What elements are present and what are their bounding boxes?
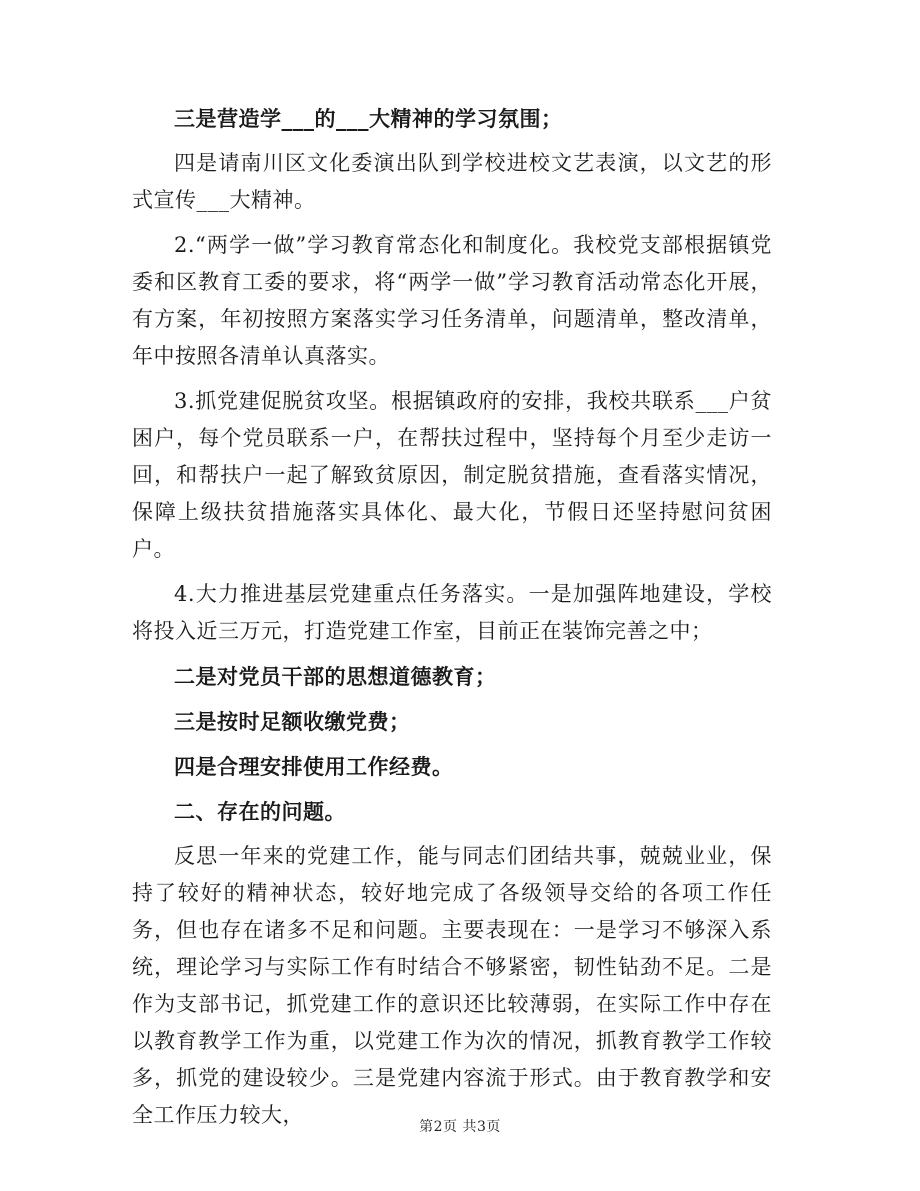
paragraph-item-3: 三是营造学___的___大精神的学习氛围； xyxy=(174,106,563,131)
paragraph-study-normalization: 2.“两学一做”学习教育常态化和制度化。我校党支部根据镇党委和区教育工委的要求，将“两学一做”学习教育活动常态化开展，有方案，年初按照方案落实学习任务清单，问题清单，整改清单，年中按照各清单认真落实。 xyxy=(132,233,772,368)
paragraph-task-2: 二是对党员干部的思想道德教育； xyxy=(174,664,497,689)
paragraph-grassroots-tasks: 4.大力推进基层党建重点任务落实。一是加强阵地建设，学校将投入近三万元，打造党建工作室，目前正在装饰完善之中； xyxy=(132,582,772,643)
section-heading-problems: 二、存在的问题。 xyxy=(174,799,346,824)
paragraph-reflection: 反思一年来的党建工作，能与同志们团结共事，兢兢业业，保持了较好的精神状态，较好地完成了各级领导交给的各项工作任务，但也存在诸多不足和问题。主要表现在：一是学习不够深入系统，理论学习与实际工作有时结合不够紧密，韧性钻劲不足。二是作为支部书记，抓党建工作的意识还比较薄弱，在实际工作中存在以教育教学工作为重，以党建工作为次的情况，抓教育教学工作较多，抓党的建设较少。三是党建内容流于形式。由于教育教学和安全工作压力较大， xyxy=(132,844,772,1127)
page-number-footer: 第2页 共3页 xyxy=(419,1119,501,1135)
paragraph-poverty-alleviation: 3.抓党建促脱贫攻坚。根据镇政府的安排，我校共联系___户贫困户，每个党员联系一户，在帮扶过程中，坚持每个月至少走访一回，和帮扶户一起了解致贫原因，制定脱贫措施，查看落实情况，保障上级扶贫措施落实具体化、最大化，节假日还坚持慰问贫困户。 xyxy=(132,389,772,561)
paragraph-task-4: 四是合理安排使用工作经费。 xyxy=(174,754,454,779)
paragraph-item-4: 四是请南川区文化委演出队到学校进校文艺表演，以文艺的形式宣传___大精神。 xyxy=(132,151,772,212)
document-body xyxy=(132,100,772,1134)
paragraph-task-3: 三是按时足额收缴党费； xyxy=(174,709,411,734)
